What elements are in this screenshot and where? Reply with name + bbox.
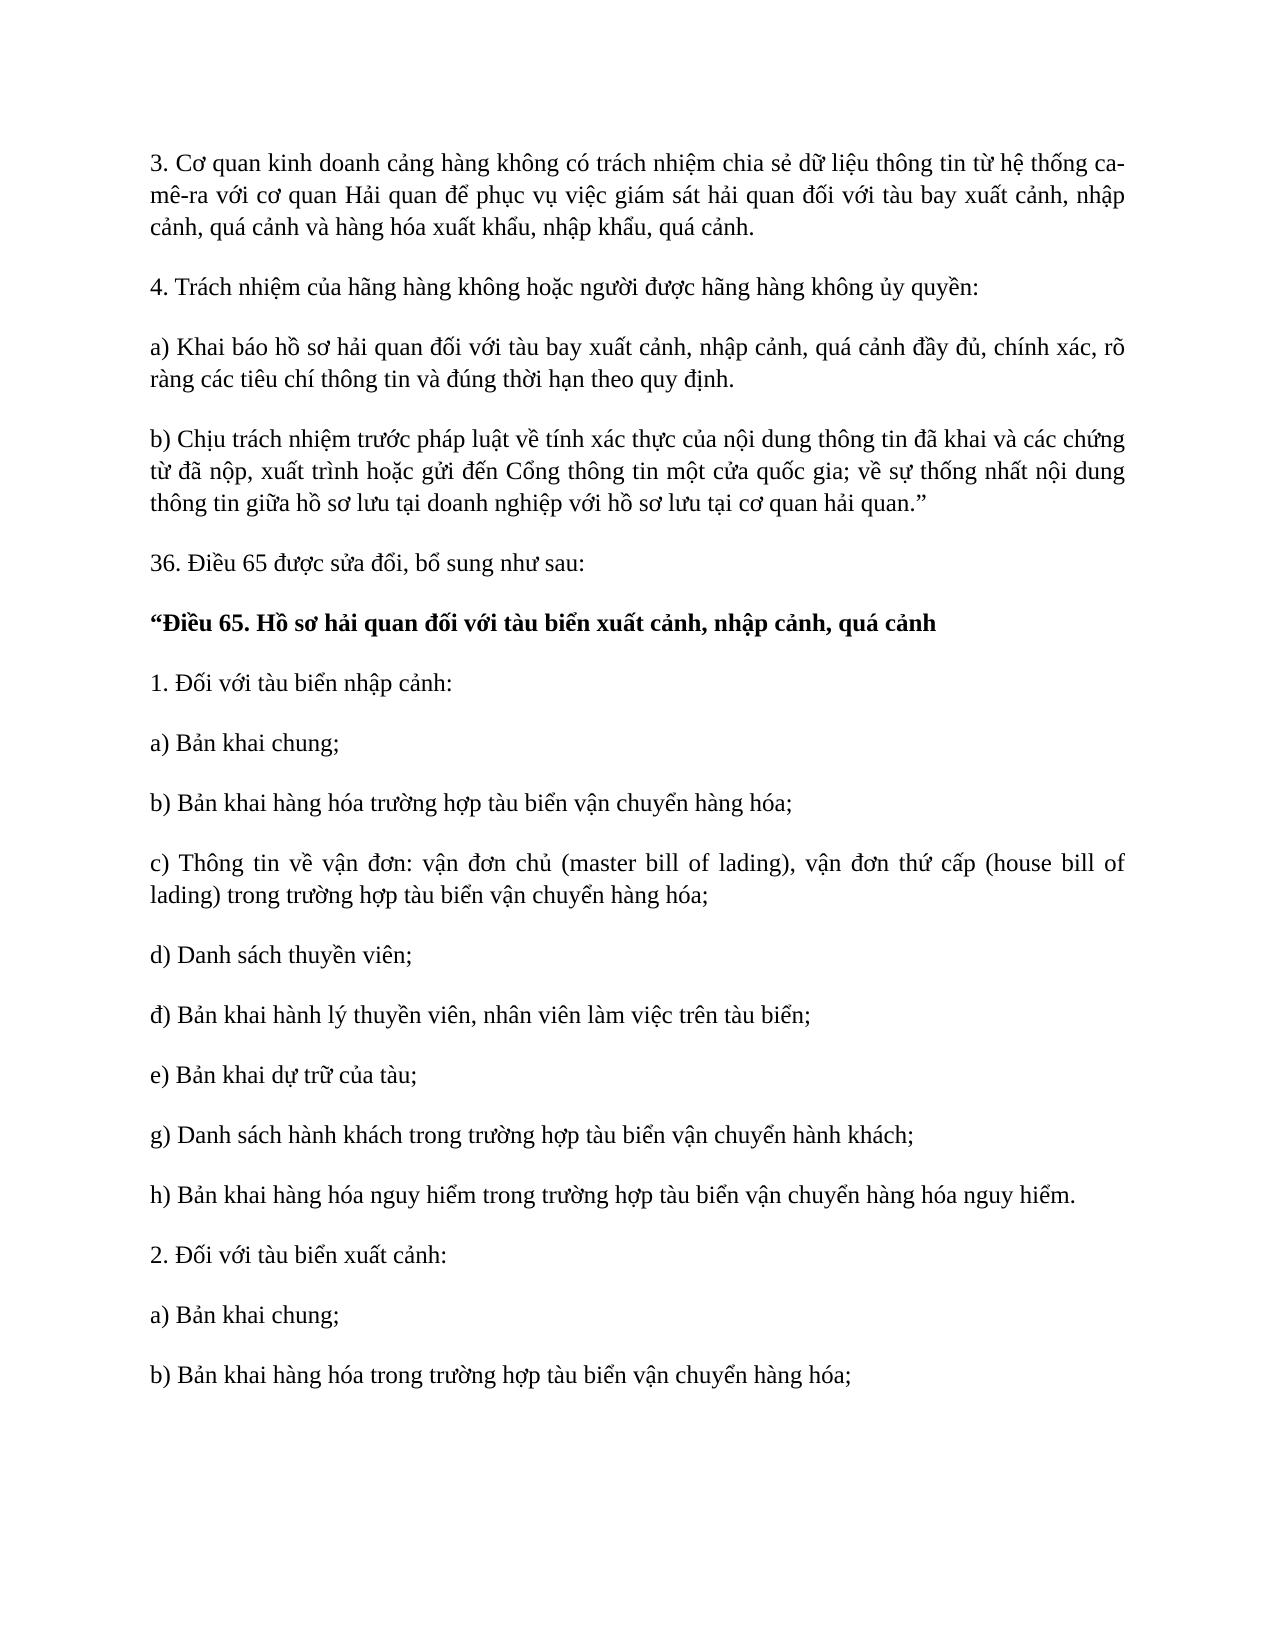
point-h-dangerous-goods-declaration: h) Bản khai hàng hóa nguy hiểm trong trường hợp tàu biển vận chuyển hàng hóa nguy hiểm. (150, 1182, 1076, 1209)
item-36-amendment-intro: 36. Điều 65 được sửa đổi, bổ sung như sau: (150, 550, 586, 577)
point-b-legal-responsibility: b) Chịu trách nhiệm trước pháp luật về tính xác thực của nội dung thông tin đã khai và các chứng từ đã nộp, xuất trình hoặc gửi đến Cổng thông tin một cửa quốc gia; về sự thống nhất nội dung thông tin giữa hồ sơ lưu tại doanh nghiệp với hồ sơ lưu tại cơ quan hải quan.” (150, 426, 1125, 517)
point-a-customs-declaration: a) Khai báo hồ sơ hải quan đối với tàu bay xuất cảnh, nhập cảnh, quá cảnh đầy đủ, chính xác, rõ ràng các tiêu chí thông tin và đúng thời hạn theo quy định. (150, 334, 1125, 393)
clause-2-ship-exit: 2. Đối với tàu biển xuất cảnh: (150, 1242, 448, 1269)
clause-3-airport-camera-data-sharing: 3. Cơ quan kinh doanh cảng hàng không có trách nhiệm chia sẻ dữ liệu thông tin từ hệ thống ca-mê-ra với cơ quan Hải quan để phục vụ việc giám sát hải quan đối với tàu bay xuất cảnh, nhập cảnh, quá cảnh và hàng hóa xuất khẩu, nhập khẩu, quá cảnh. (150, 150, 1125, 241)
point-c-bill-of-lading-info: c) Thông tin về vận đơn: vận đơn chủ (master bill of lading), vận đơn thứ cấp (house bill of lading) trong trường hợp tàu biển vận chuyển hàng hóa; (150, 850, 1125, 909)
point-g-passenger-list: g) Danh sách hành khách trong trường hợp tàu biển vận chuyển hành khách; (150, 1122, 915, 1149)
point-b-cargo-declaration-exit: b) Bản khai hàng hóa trong trường hợp tàu biển vận chuyển hàng hóa; (150, 1362, 852, 1389)
point-a-general-declaration-entry: a) Bản khai chung; (150, 730, 340, 757)
clause-1-ship-entry: 1. Đối với tàu biển nhập cảnh: (150, 670, 453, 697)
article-65-heading: “Điều 65. Hồ sơ hải quan đối với tàu biển xuất cảnh, nhập cảnh, quá cảnh (150, 610, 937, 637)
point-e-ship-stores-declaration: e) Bản khai dự trữ của tàu; (150, 1062, 418, 1089)
point-a-general-declaration-exit: a) Bản khai chung; (150, 1302, 340, 1329)
point-d-crew-list: d) Danh sách thuyền viên; (150, 942, 413, 969)
clause-4-airline-responsibilities: 4. Trách nhiệm của hãng hàng không hoặc người được hãng hàng không ủy quyền: (150, 274, 980, 301)
point-dd-crew-luggage-declaration: đ) Bản khai hành lý thuyền viên, nhân viên làm việc trên tàu biển; (150, 1002, 811, 1029)
point-b-cargo-declaration-entry: b) Bản khai hàng hóa trường hợp tàu biển vận chuyển hàng hóa; (150, 790, 793, 817)
